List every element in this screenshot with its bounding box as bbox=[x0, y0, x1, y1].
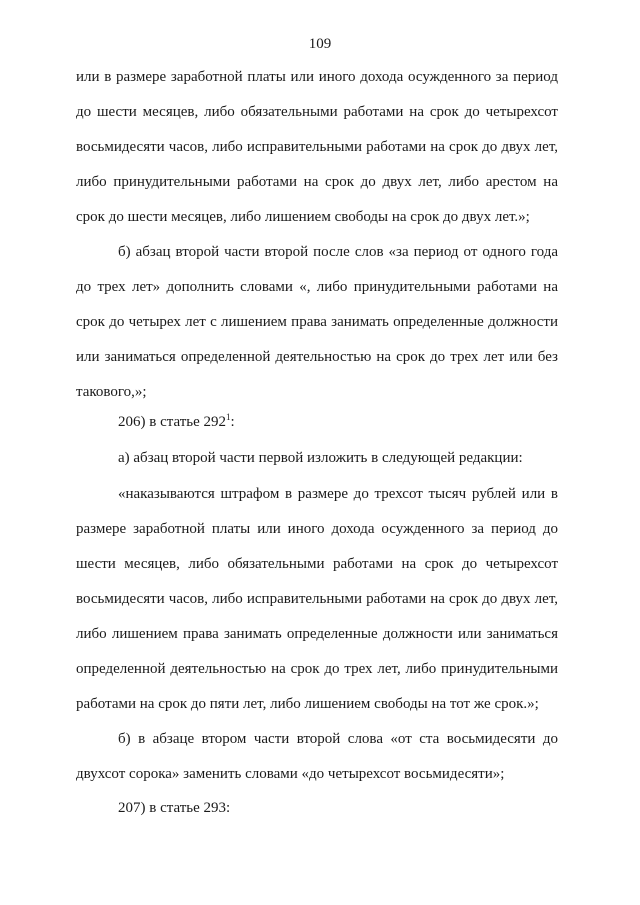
paragraph-article-206 bbox=[76, 405, 558, 440]
article-206-text: 206) в статье 292 bbox=[118, 414, 227, 430]
paragraph-quoted-text: «наказываются штрафом в размере до трехсот тысяч рублей или в размере заработной платы или иного дохода осужденного за период до шести месяцев, либо обязательными работами на срок до четырехсот восьмидесяти часов, либо исправительными работами на срок до двух лет, либо лишением права занимать определенные должности или заниматься определенной деятельностью на срок до трех лет, либо принудительными работами на срок до пяти лет, либо лишением свободы на тот же срок.»; bbox=[76, 486, 558, 712]
paragraph-item-b-amendment: б) абзац второй части второй после слов «за период от одного года до трех лет» дополнить словами «, либо принудительными работами на срок до четырех лет с лишением права занимать определенные должности или заниматься определенной деятельностью на срок до трех лет или без такового,»; bbox=[76, 244, 558, 400]
page-number: 109 bbox=[308, 36, 332, 52]
article-superscript: 1 bbox=[226, 412, 231, 422]
paragraph-item-a: а) абзац второй части первой изложить в следующей редакции: bbox=[118, 450, 523, 466]
article-206-colon: : bbox=[230, 414, 235, 430]
paragraph-article-207: 207) в статье 293: bbox=[118, 800, 231, 816]
paragraph-continuation: или в размере заработной платы или иного дохода осужденного за период до шести месяцев, либо обязательными работами на срок до четырехсот восьмидесяти часов, либо исправительными работами на срок до двух лет, либо принудительными работами на срок до двух лет, либо арестом на срок до шести месяцев, либо лишением свободы на срок до двух лет.»; bbox=[76, 69, 558, 225]
paragraph-item-b-replacement: б) в абзаце втором части второй слова «от ста восьмидесяти до двухсот сорока» заменить словами «до четырехсот восьмидесяти»; bbox=[76, 731, 558, 782]
